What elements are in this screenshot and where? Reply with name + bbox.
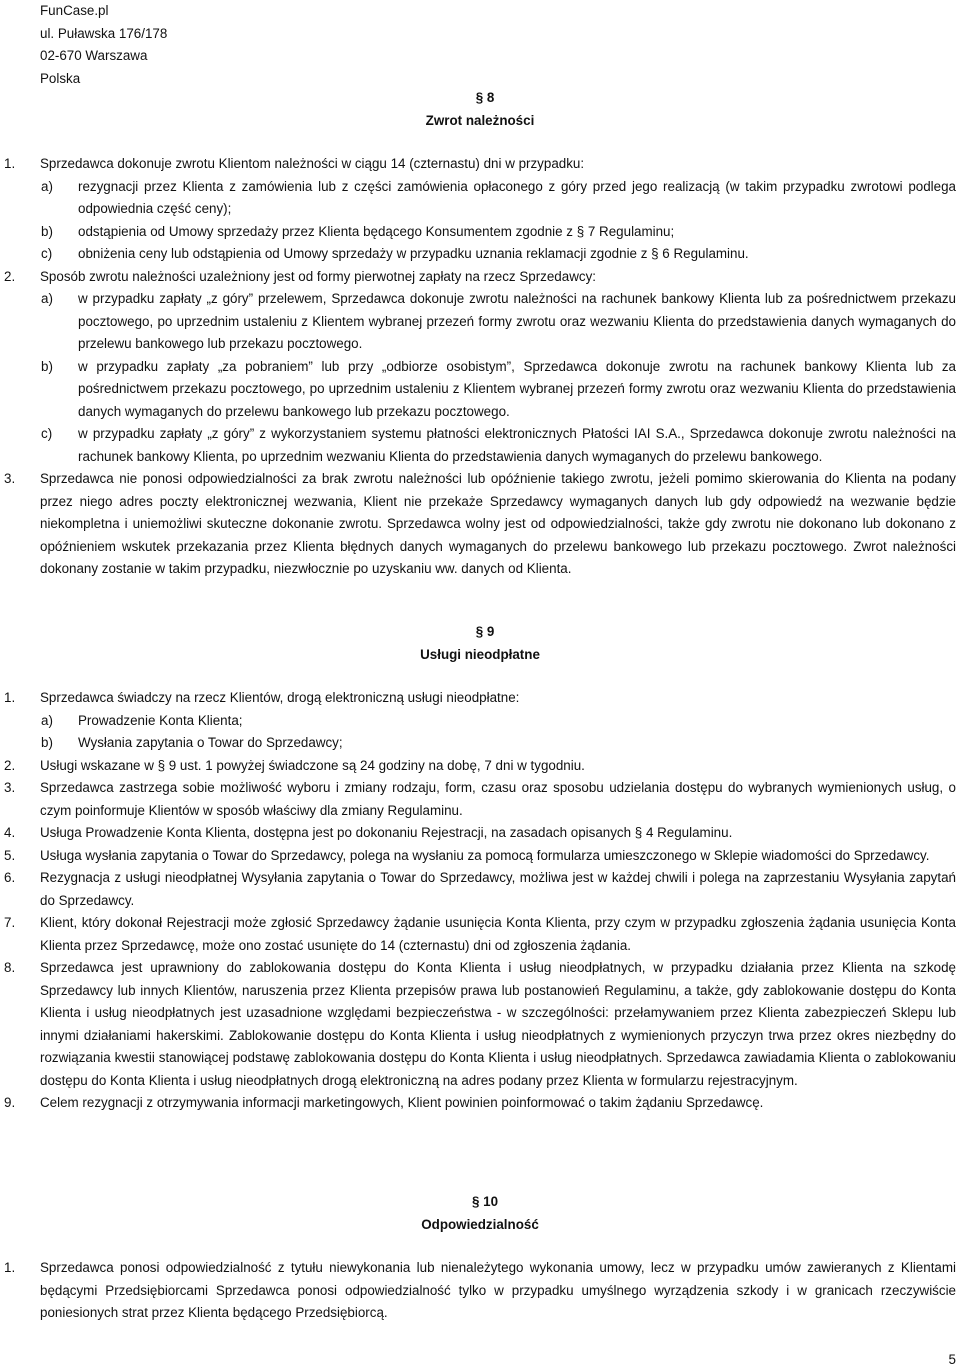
sub-item-text: w przypadku zapłaty „z góry” przelewem, Sprzedawca dokonuje zwrotu należności na rachunek bankowy Klienta lub za pośrednictwem przekazu pocztowego, po uprzednim ustaleniu z Klientem wybranej przezeń formy zwrotu oraz wezwaniu Klienta do przedstawienia danych wymaganych do przelewu bankowego lub przekazu pocztowego. [78,291,956,351]
sub-item-text: rezygnacji przez Klienta z zamówienia lub z części zamówienia opłaconego z góry przed jego realizacją (w takim przypadku zwrotowi podlega odpowiednia część ceny); [78,178,956,216]
sub-item-letter: a) [41,178,53,194]
item-number: 1. [4,156,16,171]
item-number: 6. [4,870,16,885]
item-text: Sprzedawca świadczy na rzecz Klientów, drogą elektroniczną usługi nieodpłatne: [40,690,520,705]
list-item [0,822,960,845]
sub-item [0,423,960,468]
list-item [0,1092,960,1115]
section-10-number: § 10 [471,1194,499,1209]
section-8-number: § 8 [475,90,495,105]
sub-item-text: Wysłania zapytania o Towar do Sprzedawcy; [78,735,343,750]
country: Polska [40,70,81,86]
list-item [0,153,960,176]
list-item [0,845,960,868]
item-number: 2. [4,757,16,773]
item-number: 1. [4,690,16,705]
item-text: Sprzedawca zastrzega sobie możliwość wyboru i zmiany rodzaju, form, czasu oraz sposobu udzielania dostępu do wybranych wymienionych usług, o czym poinformuje Klientów w sposób właściwy dla zmiany Regulaminu. [40,780,956,818]
item-text: Usługi wskazane w § 9 ust. 1 powyżej świadczone są 24 godziny na dobę, 7 dni w tygodniu. [40,757,585,773]
item-text: Sprzedawca nie ponosi odpowiedzialności za brak zwrotu należności lub opóźnienie takiego zwrotu, jeżeli pomimo skierowania do Klienta na podany przez niego adres poczty elektronicznej wezwania, Klient nie przekaże Sprzedawcy wymaganych danych lub gdy odpowiedź na wezwanie będzie niekompletna i uniemożliwi skuteczne dokonanie zwrotu. Sprzedawca wolny jest od odpowiedzialności, także gdy zwrotu nie dokonano lub dokonano z opóźnieniem wskutek przekazania przez Klienta błędnych danych wymaganych do przelewu bankowego lub przekazu pocztowego. Zwrot należności dokonany zostanie w takim przypadku, niezwłocznie po uzyskaniu ww. danych od Klienta. [40,471,956,576]
item-text: Sposób zwrotu należności uzależniony jest od formy pierwotnej zapłaty na rzecz Sprzedawcy: [40,268,596,284]
sub-item [0,356,960,424]
section-10-title: Odpowiedzialność [421,1216,539,1232]
item-number: 7. [4,915,16,930]
item-number: 9. [4,1095,16,1110]
item-number: 2. [4,268,16,284]
section-8-body [0,153,960,581]
sub-item-text: odstąpienia od Umowy sprzedaży przez Klienta będącego Konsumentem zgodnie z § 7 Regulaminu; [78,223,675,239]
sub-item [0,243,960,266]
item-number: 3. [4,471,16,486]
sub-item [0,288,960,356]
list-item [0,687,960,710]
sub-item-letter: b) [41,358,53,374]
list-item [0,468,960,581]
section-8-heading [0,87,960,132]
address-block [40,0,167,90]
item-text: Celem rezygnacji z otrzymywania informacji marketingowych, Klient powinien poinformować o takim żądaniu Sprzedawcę. [40,1095,764,1110]
item-text: Rezygnacja z usługi nieodpłatnej Wysyłania zapytania o Towar do Sprzedawcy, możliwa jest w każdej chwili i polega na zaprzestaniu Wysyłania zapytań do Sprzedawcy. [40,870,956,908]
section-10-heading [0,1191,960,1236]
item-text: Sprzedawca ponosi odpowiedzialność z tytułu niewykonania lub nienależytego wykonania umowy, lecz w przypadku umów zawieranych z Klientami będącymi Przedsiębiorcami Sprzedawca ponosi odpowiedzialność tylko w przypadku umyślnego wyrządzenia szkody i w granicach rzeczywiście poniesionych strat przez Klienta będącego Przedsiębiorcą. [40,1260,956,1320]
postal-city: 02-670 Warszawa [40,48,148,63]
item-number: 1. [4,1260,16,1275]
sub-item-text: obniżenia ceny lub odstąpienia od Umowy sprzedaży w przypadku uznania reklamacji zgodnie z § 6 Regulaminu. [78,246,749,261]
page-number: 5 [948,1352,956,1367]
item-text: Usługa wysłania zapytania o Towar do Sprzedawcy, polega na wysłaniu za pomocą formularza umieszczonego w Sklepie wiadomości do Sprzedawcy. [40,847,930,863]
section-10-body [0,1257,960,1325]
item-number: 4. [4,825,16,840]
street: ul. Puławska 176/178 [40,25,168,41]
list-item [0,777,960,822]
section-9-body [0,687,960,1115]
item-text: Klient, który dokonał Rejestracji może zgłosić Sprzedawcy żądanie usunięcia Konta Klienta, przy czym w przypadku zgłoszenia żądania usunięcia Konta Klienta przez Sprzedawcę, może ono zostać usunięte do 14 (czternastu) dni od zgłoszenia żądania. [40,915,956,953]
sub-item-letter: a) [41,291,53,306]
section-9-number: § 9 [475,624,495,639]
sub-item-letter: b) [41,735,53,750]
section-9-title: Usługi nieodpłatne [420,646,540,662]
sub-item-text: w przypadku zapłaty „z góry” z wykorzystaniem systemu płatności elektronicznych Płatości IAI S.A., Sprzedawca dokonuje zwrotu należności na rachunek bankowy Klienta, po uprzednim wezwaniu Klienta do przedstawienia danych wymaganych do przelewu bankowego. [78,426,956,464]
list-item [0,755,960,778]
sub-item-letter: b) [41,223,53,239]
sub-item-letter: a) [41,712,53,728]
sub-item-letter: c) [41,426,53,441]
sub-item [0,176,960,221]
sub-item-text: w przypadku zapłaty „za pobraniem” lub przy „odbiorze osobistym”, Sprzedawca dokonuje zwrotu na rachunek bankowy Klienta lub za pośrednictwem przekazu pocztowego, po uprzednim ustaleniu z Klientem wybranej przezeń formy zwrotu oraz wezwaniu Klienta do przedstawienia danych wymaganych do przelewu bankowego lub przekazu pocztowego. [78,358,956,419]
sub-item-letter: c) [41,246,53,261]
section-9-heading [0,621,960,666]
item-number: 8. [4,960,16,975]
item-number: 5. [4,847,16,863]
sub-item [0,732,960,755]
item-number: 3. [4,780,16,795]
sub-item [0,710,960,733]
list-item [0,912,960,957]
sub-item-text: Prowadzenie Konta Klienta; [78,712,243,728]
section-8-title: Zwrot należności [425,112,535,128]
list-item [0,867,960,912]
list-item [0,266,960,289]
list-item [0,1257,960,1325]
company-name: FunCase.pl [40,3,109,18]
item-text: Usługa Prowadzenie Konta Klienta, dostępna jest po dokonaniu Rejestracji, na zasadach opisanych § 4 Regulaminu. [40,825,733,840]
item-text: Sprzedawca jest uprawniony do zablokowania dostępu do Konta Klienta i usług nieodpłatnych, w przypadku działania przez Klienta na szkodę Sprzedawcy lub innych Klientów, naruszenia przez Klienta przepisów prawa lub postanowień Regulaminu, a także, gdy zablokowanie dostępu do Konta Klienta i usług nieodpłatnych jest uzasadnione względami bezpieczeństwa - w szczególności: przełamywaniem przez Klienta zabezpieczeń Sklepu lub innymi działaniami hakerskimi. Zablokowanie dostępu do Konta Klienta i usług nieodpłatnych z wymienionych przyczyn trwa przez okres niezbędny do rozwiązania kwestii stanowiącej podstawę zablokowania dostępu do Konta Klienta i usług nieodpłatnych. Sprzedawca zawiadamia Klienta o zablokowaniu dostępu do Konta Klienta i usług nieodpłatnych drogą elektroniczną na adres podany przez Klienta w formularzu rejestracyjnym. [40,960,956,1088]
sub-item [0,221,960,244]
list-item [0,957,960,1092]
item-text: Sprzedawca dokonuje zwrotu Klientom należności w ciągu 14 (czternastu) dni w przypadku: [40,156,585,171]
